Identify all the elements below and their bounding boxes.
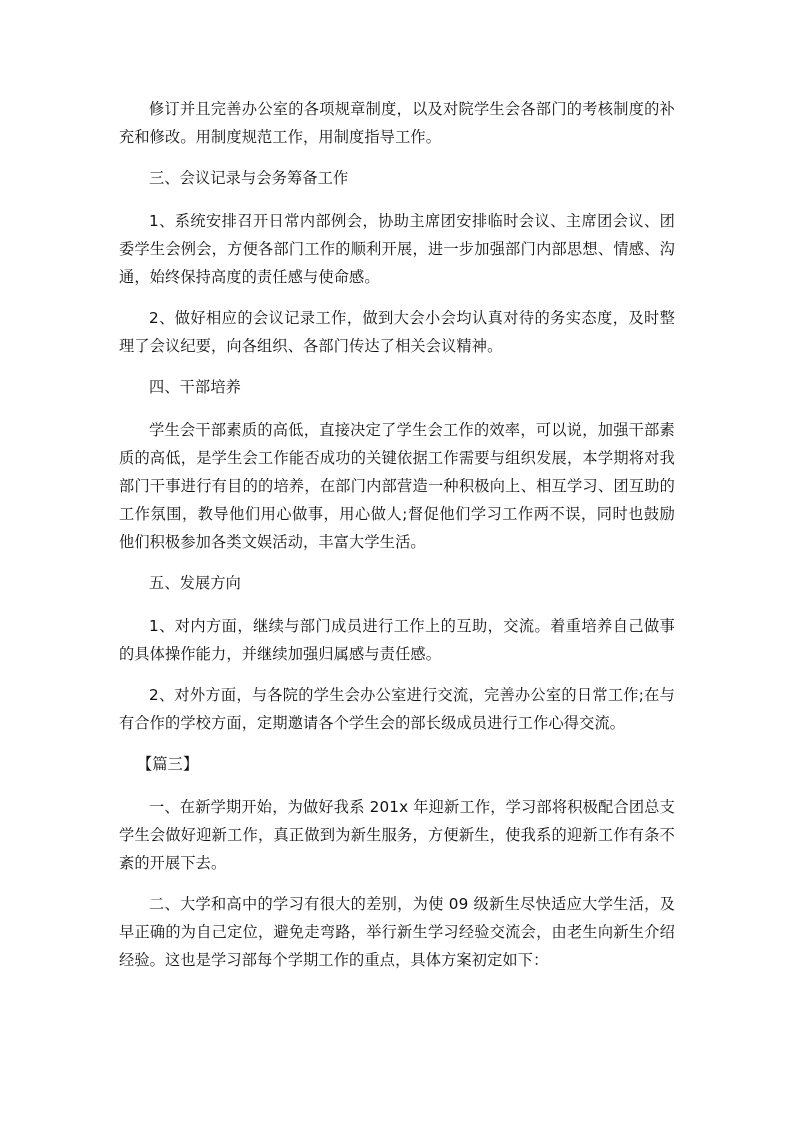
paragraph-meeting-minutes: 2、做好相应的会议记录工作，做到大会小会均认真对待的务实态度，及时整理了会议纪要，向各组织、各部门传达了相关会议精神。 [119, 309, 675, 355]
section-heading-meeting-records: 三、会议记录与会务筹备工作 [149, 169, 349, 187]
section-label-part-three: 【篇三】 [137, 755, 199, 773]
paragraph-meeting-arrangement: 1、系统安排召开日常内部例会，协助主席团安排临时会议、主席团会议、团委学生会例会，方便各部门工作的顺利开展，进一步加强部门内部思想、情感、沟通，始终保持高度的责任感与使命感。 [119, 212, 675, 286]
paragraph-freshman-welcome: 一、在新学期开始，为做好我系 201x 年迎新工作，学习部将积极配合团总支学生会做好迎新工作，真正做到为新生服务，方便新生，使我系的迎新工作有条不紊的开展下去。 [119, 798, 675, 872]
section-heading-development: 五、发展方向 [149, 574, 242, 592]
section-heading-cadre-training: 四、干部培养 [149, 378, 242, 396]
paragraph-cadre-quality: 学生会干部素质的高低，直接决定了学生会工作的效率，可以说，加强干部素质的高低，是学生会工作能否成功的关键依据工作需要与组织发展，本学期将对我部门干事进行有目的的培养，在部门内部营造一种积极向上、相互学习、团互助的工作氛围，教导他们用心做事，用心做人;督促他们学习工作两不误，同时也鼓励他们积极参加各类文娱活动，丰富大学生活。 [119, 421, 675, 551]
paragraph-external-direction: 2、对外方面，与各院的学生会办公室进行交流，完善办公室的日常工作;在与有合作的学校方面，定期邀请各个学生会的部长级成员进行工作心得交流。 [119, 686, 675, 732]
document-body [119, 95, 675, 987]
paragraph-study-exchange: 二、大学和高中的学习有很大的差别，为使 09 级新生尽快适应大学生活，及早正确的为自己定位，避免走弯路，举行新生学习经验交流会，由老生向新生介绍经验。这也是学习部每个学期工作的重点，具体方案初定如下： [119, 895, 675, 969]
paragraph-rules-revision: 修订并且完善办公室的各项规章制度，以及对院学生会各部门的考核制度的补充和修改。用制度规范工作，用制度指导工作。 [119, 100, 675, 146]
paragraph-internal-direction: 1、对内方面，继续与部门成员进行工作上的互助，交流。着重培养自己做事的具体操作能力，并继续加强归属感与责任感。 [119, 617, 675, 663]
